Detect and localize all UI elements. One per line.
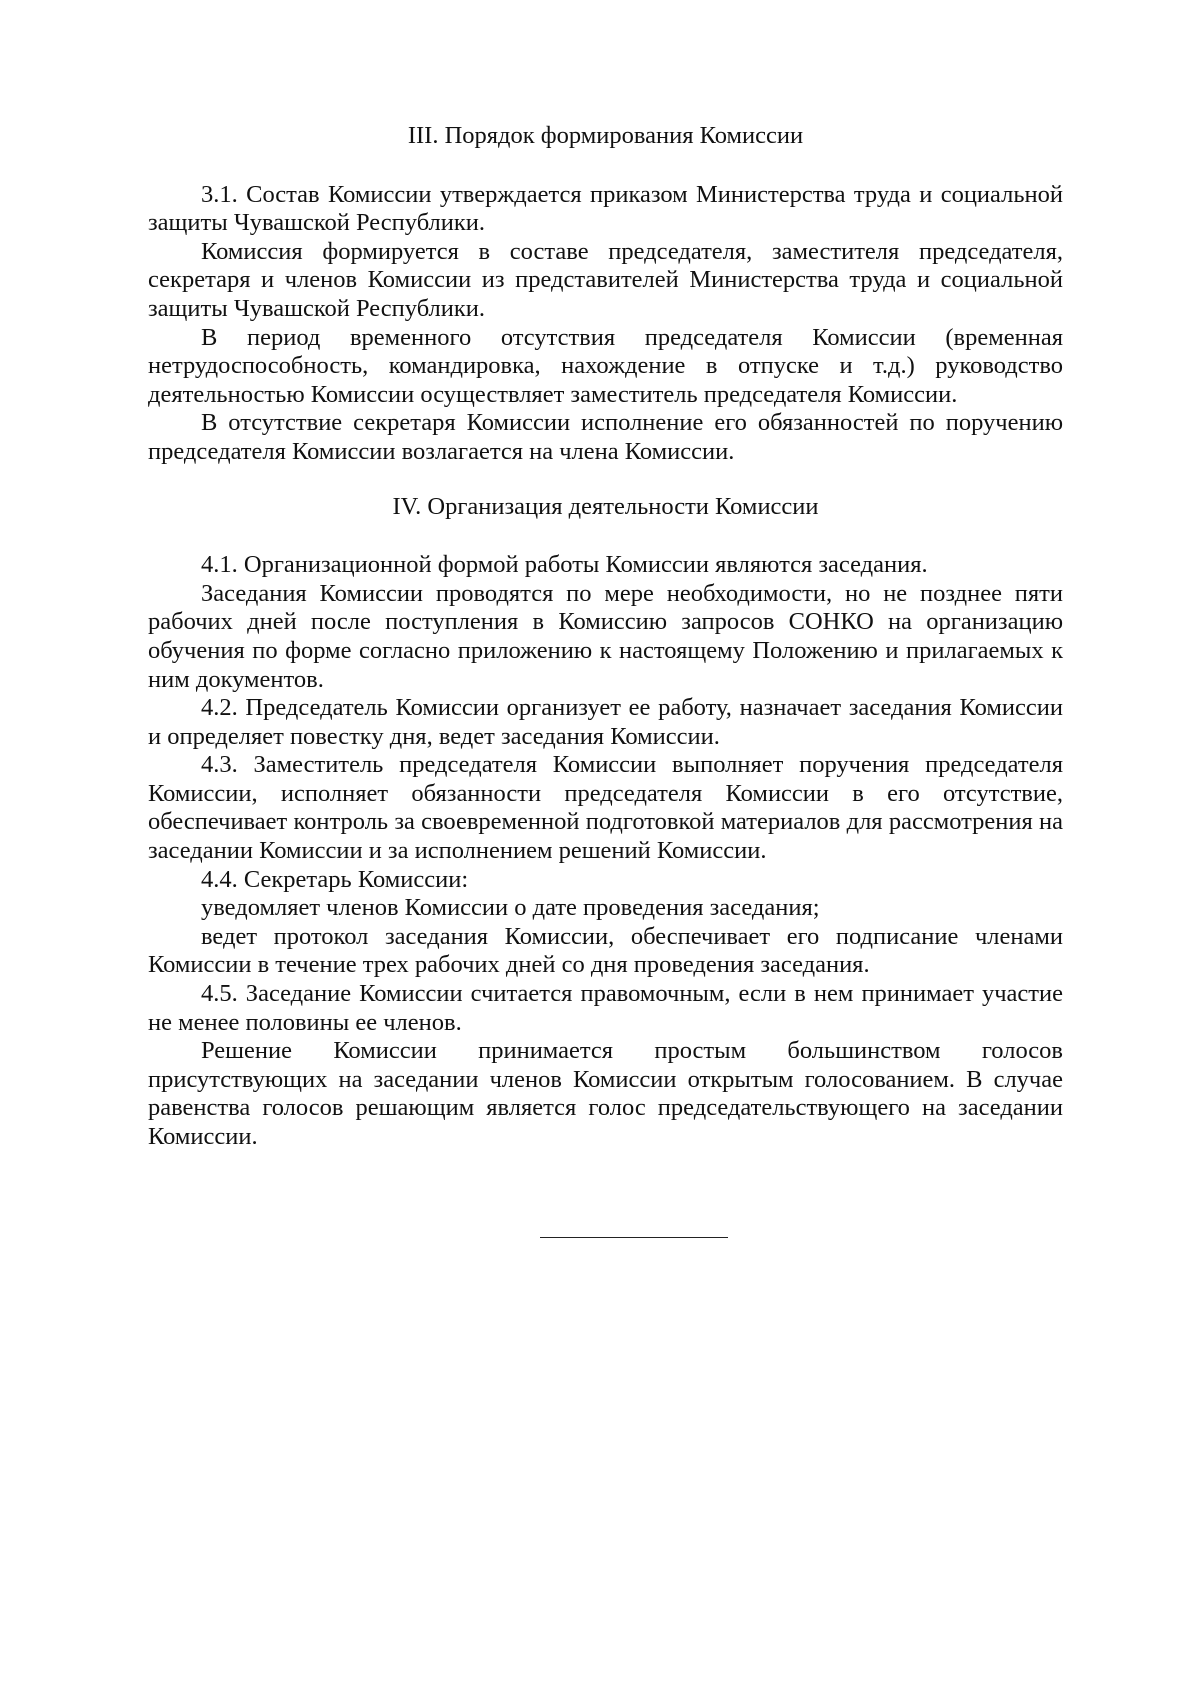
paragraph-chair-absence: В период временного отсутствия председателя Комиссии (временная нетрудоспособность, командировка, нахождение в отпуске и т.д.) руководство деятельностью Комиссии осуществляет заместитель председателя Комиссии. — [148, 323, 1063, 408]
paragraph-secretary-notifies: уведомляет членов Комиссии о дате проведения заседания; — [201, 894, 820, 922]
section-3-heading: III. Порядок формирования Комиссии — [407, 122, 804, 149]
paragraph-meetings-schedule: Заседания Комиссии проводятся по мере необходимости, но не позднее пяти рабочих дней после поступления в Комиссию запросов СОНКО на организацию обучения по форме согласно приложению к настоящему Положению и прилагаемых к ним документов. — [148, 579, 1063, 693]
paragraph-decision-voting: Решение Комиссии принимается простым большинством голосов присутствующих на заседании членов Комиссии открытым голосованием. В случае равенства голосов решающим является голос председательствующего на заседании Комиссии. — [148, 1037, 1063, 1150]
document-body — [148, 122, 1063, 1152]
paragraph-4-1: 4.1. Организационной формой работы Комиссии являются заседания. — [201, 551, 928, 579]
end-divider-line — [540, 1237, 728, 1238]
paragraph-commission-composition: Комиссия формируется в составе председателя, заместителя председателя, секретаря и членов Комиссии из представителей Министерства труда и социальной защиты Чувашской Республики. — [148, 237, 1063, 322]
paragraph-4-2: 4.2. Председатель Комиссии организует ее работу, назначает заседания Комиссии и определяет повестку дня, ведет заседания Комиссии. — [148, 694, 1063, 750]
section-4-heading: IV. Организация деятельности Комиссии — [392, 492, 819, 520]
paragraph-secretary-protocol: ведет протокол заседания Комиссии, обеспечивает его подписание членами Комиссии в течение трех рабочих дней со дня проведения заседания. — [148, 922, 1063, 979]
paragraph-4-4: 4.4. Секретарь Комиссии: — [201, 865, 469, 893]
paragraph-4-5: 4.5. Заседание Комиссии считается правомочным, если в нем принимает участие не менее половины ее членов. — [148, 980, 1063, 1036]
paragraph-4-3: 4.3. Заместитель председателя Комиссии выполняет поручения председателя Комиссии, исполняет обязанности председателя Комиссии в его отсутствие, обеспечивает контроль за своевременной подготовкой материалов для рассмотрения на заседании Комиссии и за исполнением решений Комиссии. — [148, 751, 1063, 865]
paragraph-3-1: 3.1. Состав Комиссии утверждается приказом Министерства труда и социальной защиты Чувашской Республики. — [148, 180, 1063, 237]
paragraph-secretary-absence: В отсутствие секретаря Комиссии исполнение его обязанностей по поручению председателя Комиссии возлагается на члена Комиссии. — [148, 409, 1063, 465]
